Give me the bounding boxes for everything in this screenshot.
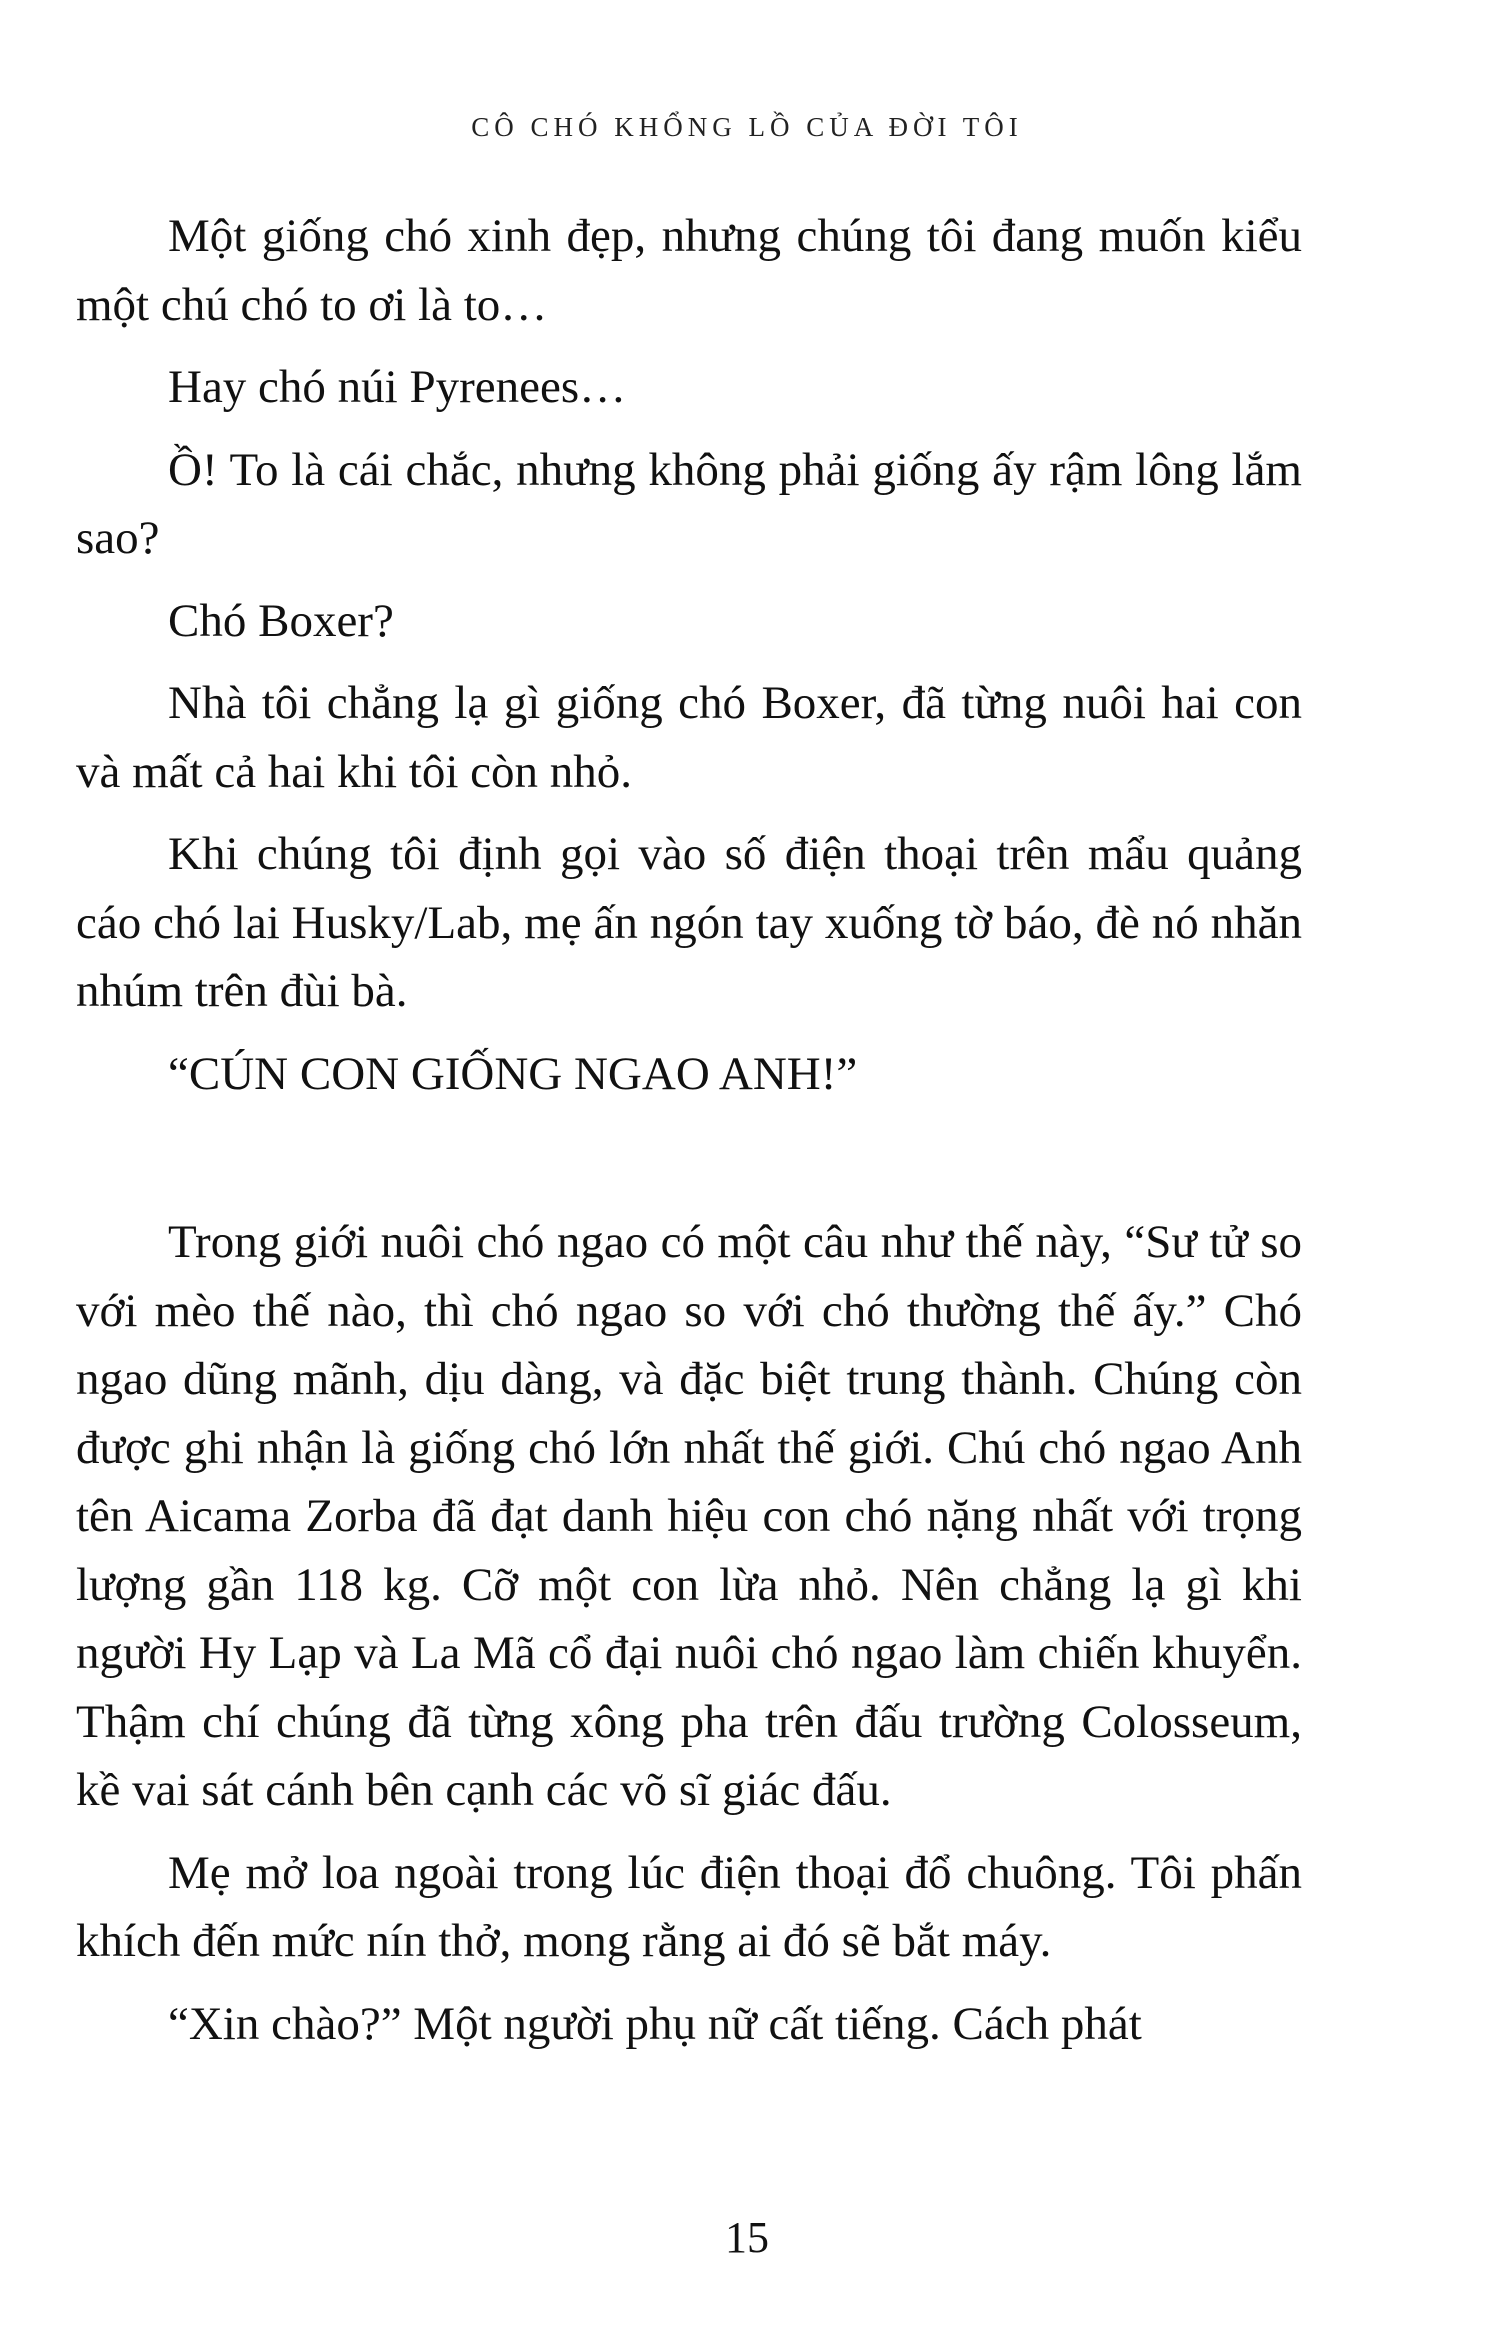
paragraph: Trong giới nuôi chó ngao có một câu như thế này, “Sư tử so với mèo thế nào, thì chó ngao so với chó thường thế ấy.” Chó ngao dũng mãnh, dịu dàng, và đặc biệt trung thành. Chúng còn được ghi nhận là giống chó lớn nhất thế giới. Chú chó ngao Anh tên Aicama Zorba đã đạt danh hiệu con chó nặng nhất với trọng lượng gần 118 kg. Cỡ một con lừa nhỏ. Nên chẳng lạ gì khi người Hy Lạp và La Mã cổ đại nuôi chó ngao làm chiến khuyển. Thậm chí chúng đã từng xông pha trên đấu trường Colosseum, kề vai sát cánh bên cạnh các võ sĩ giác đấu. [76,1216,1302,1816]
paragraph: Một giống chó xinh đẹp, nhưng chúng tôi đang muốn kiểu một chú chó to ơi là to… [76,210,1302,331]
text-section-one [76,202,1302,1122]
paragraph: Chó Boxer? [168,594,394,647]
paragraph: “CÚN CON GIỐNG NGAO ANH!” [168,1047,858,1100]
paragraph: Mẹ mở loa ngoài trong lúc điện thoại đổ chuông. Tôi phấn khích đến mức nín thở, mong rằng ai đó sẽ bắt máy. [76,1846,1302,1967]
text-section-two [76,1208,1302,2072]
paragraph: Hay chó núi Pyrenees… [168,361,627,413]
paragraph: Ồ! To là cái chắc, nhưng không phải giống ấy rậm lông lắm sao? [76,443,1302,564]
running-title: CÔ CHÓ KHỔNG LỒ CỦA ĐỜI TÔI [471,112,1023,142]
paragraph: Khi chúng tôi định gọi vào số điện thoại trên mẩu quảng cáo chó lai Husky/Lab, mẹ ấn ngón tay xuống tờ báo, đè nó nhăn nhúm trên đùi bà. [76,828,1302,1017]
page-number: 15 [725,2213,769,2262]
paragraph: Nhà tôi chẳng lạ gì giống chó Boxer, đã từng nuôi hai con và mất cả hai khi tôi còn nhỏ. [76,677,1302,798]
paragraph: “Xin chào?” Một người phụ nữ cất tiếng. Cách phát [168,1997,1142,2050]
